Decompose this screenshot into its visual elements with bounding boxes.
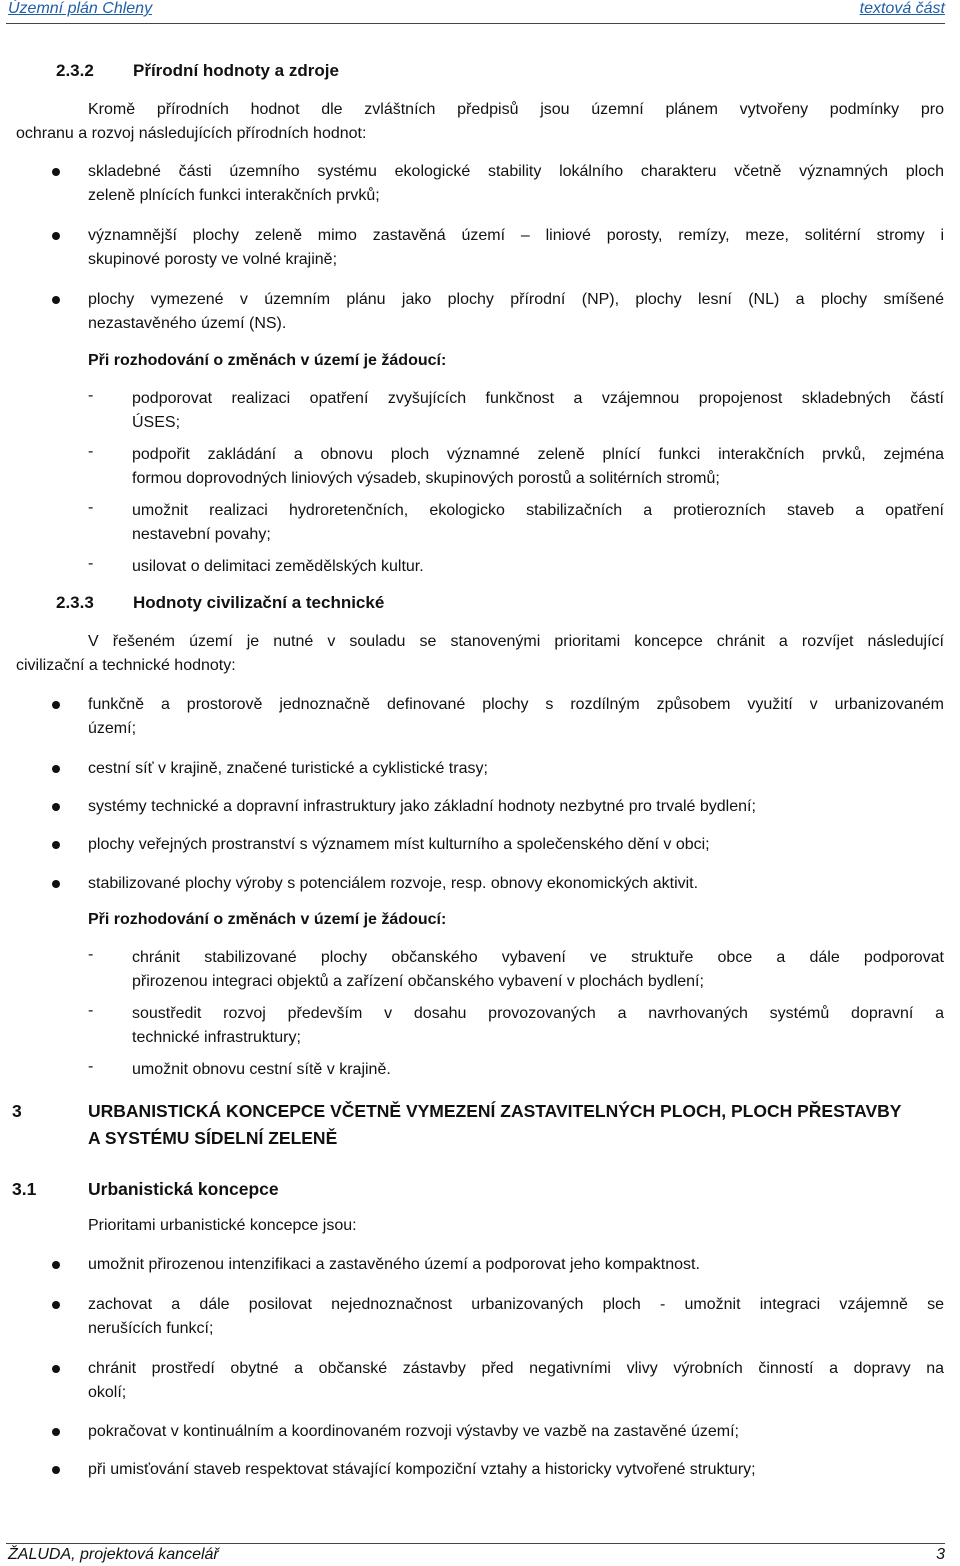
- dash-item-cont: technické infrastruktury;: [132, 1029, 301, 1046]
- bullet-icon: [52, 701, 60, 709]
- bullet-icon: [52, 803, 60, 811]
- page-header: [0, 0, 960, 24]
- list-item: pokračovat v kontinuálním a koordinovaném rozvoji výstavby ve vazbě na zastavěné území;: [88, 1423, 739, 1440]
- dash-marker: -: [88, 555, 94, 572]
- dash-marker: -: [88, 387, 94, 404]
- bullet-icon: [52, 168, 60, 176]
- priorities-intro: Prioritami urbanistické koncepce jsou:: [88, 1217, 357, 1234]
- footer-company: ŽALUDA, projektová kancelář: [8, 1546, 219, 1563]
- list-item: chránit prostředí obytné a občanské zástavby před negativními vlivy výrobních činností a dopravy na: [88, 1360, 944, 1377]
- bullet-icon: [52, 1365, 60, 1373]
- page-footer: [0, 1535, 960, 1566]
- dash-item-cont: formou doprovodných liniových výsadeb, skupinových porostů a solitérních stromů;: [132, 470, 720, 487]
- dash-item: chránit stabilizované plochy občanského vybavení ve struktuře obce a dále podporovat: [132, 949, 944, 966]
- bullet-icon: [52, 841, 60, 849]
- decision-heading: Při rozhodování o změnách v území je žádoucí:: [88, 352, 447, 369]
- list-item-cont: zeleně plnících funkci interakčních prvků;: [88, 187, 380, 204]
- paragraph-intro-line2: ochranu a rozvoj následujících přírodních hodnot:: [16, 125, 367, 142]
- dash-marker: -: [88, 1002, 94, 1019]
- dash-item-cont: ÚSES;: [132, 414, 181, 431]
- section-number-3-1: 3.1: [12, 1179, 37, 1199]
- page-number: 3: [936, 1546, 945, 1563]
- dash-item-cont: nestavební povahy;: [132, 526, 271, 543]
- header-title: Územní plán Chleny: [8, 0, 153, 17]
- chapter-title-line1: URBANISTICKÁ KONCEPCE VČETNĚ VYMEZENÍ ZASTAVITELNÝCH PLOCH, PLOCH PŘESTAVBY: [88, 1101, 902, 1121]
- bullet-icon: [52, 1301, 60, 1309]
- dash-item: umožnit realizaci hydroretenčních, ekologicko stabilizačních a protierozních staveb a opatření: [132, 502, 944, 519]
- bullet-icon: [52, 880, 60, 888]
- dash-item: podpořit zakládání a obnovu ploch významné zeleně plnící funkci interakčních prvků, zejména: [132, 446, 944, 463]
- dash-item: podporovat realizaci opatření zvyšujících funkčnost a vzájemnou propojenost skladebných částí: [132, 390, 944, 407]
- bullet-icon: [52, 1466, 60, 1474]
- bullet-icon: [52, 1261, 60, 1269]
- section-title-2-3-2: Přírodní hodnoty a zdroje: [133, 61, 339, 80]
- dash-marker: -: [88, 946, 94, 963]
- list-item: plochy veřejných prostranství s významem míst kulturního a společenského dění v obci;: [88, 836, 710, 853]
- dash-item: usilovat o delimitaci zemědělských kultur.: [132, 558, 424, 575]
- dash-item: soustředit rozvoj především v dosahu provozovaných a navrhovaných systémů dopravní a: [132, 1005, 944, 1022]
- list-item: funkčně a prostorově jednoznačně definované plochy s rozdílným způsobem využití v urbanizovaném: [88, 696, 944, 713]
- list-item: významnější plochy zeleně mimo zastavěná území – liniové porosty, remízy, meze, solitérní stromy i: [88, 227, 944, 244]
- bullet-icon: [52, 765, 60, 773]
- section-title-2-3-3: Hodnoty civilizační a technické: [133, 593, 385, 612]
- list-item: zachovat a dále posilovat nejednoznačnost urbanizovaných ploch - umožnit integraci vzájemně se: [88, 1296, 944, 1313]
- section-number-2-3-2: 2.3.2: [56, 61, 94, 80]
- section-title-3-1: Urbanistická koncepce: [88, 1179, 279, 1199]
- list-item: umožnit přirozenou intenzifikaci a zastavěného území a podporovat jeho kompaktnost.: [88, 1256, 700, 1273]
- decision-heading: Při rozhodování o změnách v území je žádoucí:: [88, 911, 447, 928]
- list-item: skladebné části územního systému ekologické stability lokálního charakteru včetně významných ploch: [88, 163, 944, 180]
- dash-marker: -: [88, 499, 94, 516]
- paragraph-intro-line1: Kromě přírodních hodnot dle zvláštních předpisů jsou územní plánem vytvořeny podmínky pro: [88, 101, 944, 118]
- dash-item: umožnit obnovu cestní sítě v krajině.: [132, 1061, 391, 1078]
- paragraph-intro-line2: civilizační a technické hodnoty:: [16, 657, 236, 674]
- list-item: při umisťování staveb respektovat stávající kompoziční vztahy a historicky vytvořené struktury;: [88, 1461, 756, 1478]
- dash-marker: -: [88, 1058, 94, 1075]
- chapter-number-3: 3: [12, 1101, 22, 1121]
- list-item-cont: území;: [88, 720, 137, 737]
- bullet-icon: [52, 232, 60, 240]
- footer-rule: [6, 1543, 945, 1544]
- list-item-cont: okolí;: [88, 1384, 127, 1401]
- list-item-cont: skupinové porosty ve volné krajině;: [88, 251, 338, 268]
- section-number-2-3-3: 2.3.3: [56, 593, 94, 612]
- dash-item-cont: přirozenou integraci objektů a zařízení občanského vybavení v plochách bydlení;: [132, 973, 704, 990]
- dash-marker: -: [88, 443, 94, 460]
- bullet-icon: [52, 296, 60, 304]
- header-rule: [6, 23, 945, 24]
- list-item-cont: nezastavěného území (NS).: [88, 315, 287, 332]
- list-item: plochy vymezené v územním plánu jako plochy přírodní (NP), plochy lesní (NL) a plochy smíšené: [88, 291, 944, 308]
- list-item: cestní síť v krajině, značené turistické a cyklistické trasy;: [88, 760, 488, 777]
- list-item: stabilizované plochy výroby s potenciálem rozvoje, resp. obnovy ekonomických aktivit.: [88, 875, 699, 892]
- paragraph-intro-line1: V řešeném území je nutné v souladu se stanovenými prioritami koncepce chránit a rozvíjet následující: [88, 633, 944, 650]
- list-item: systémy technické a dopravní infrastruktury jako základní hodnoty nezbytné pro trvalé bydlení;: [88, 798, 756, 815]
- list-item-cont: nerušících funkcí;: [88, 1320, 214, 1337]
- bullet-icon: [52, 1428, 60, 1436]
- chapter-title-line2: A SYSTÉMU SÍDELNÍ ZELENĚ: [88, 1128, 338, 1148]
- header-section: textová část: [859, 0, 945, 17]
